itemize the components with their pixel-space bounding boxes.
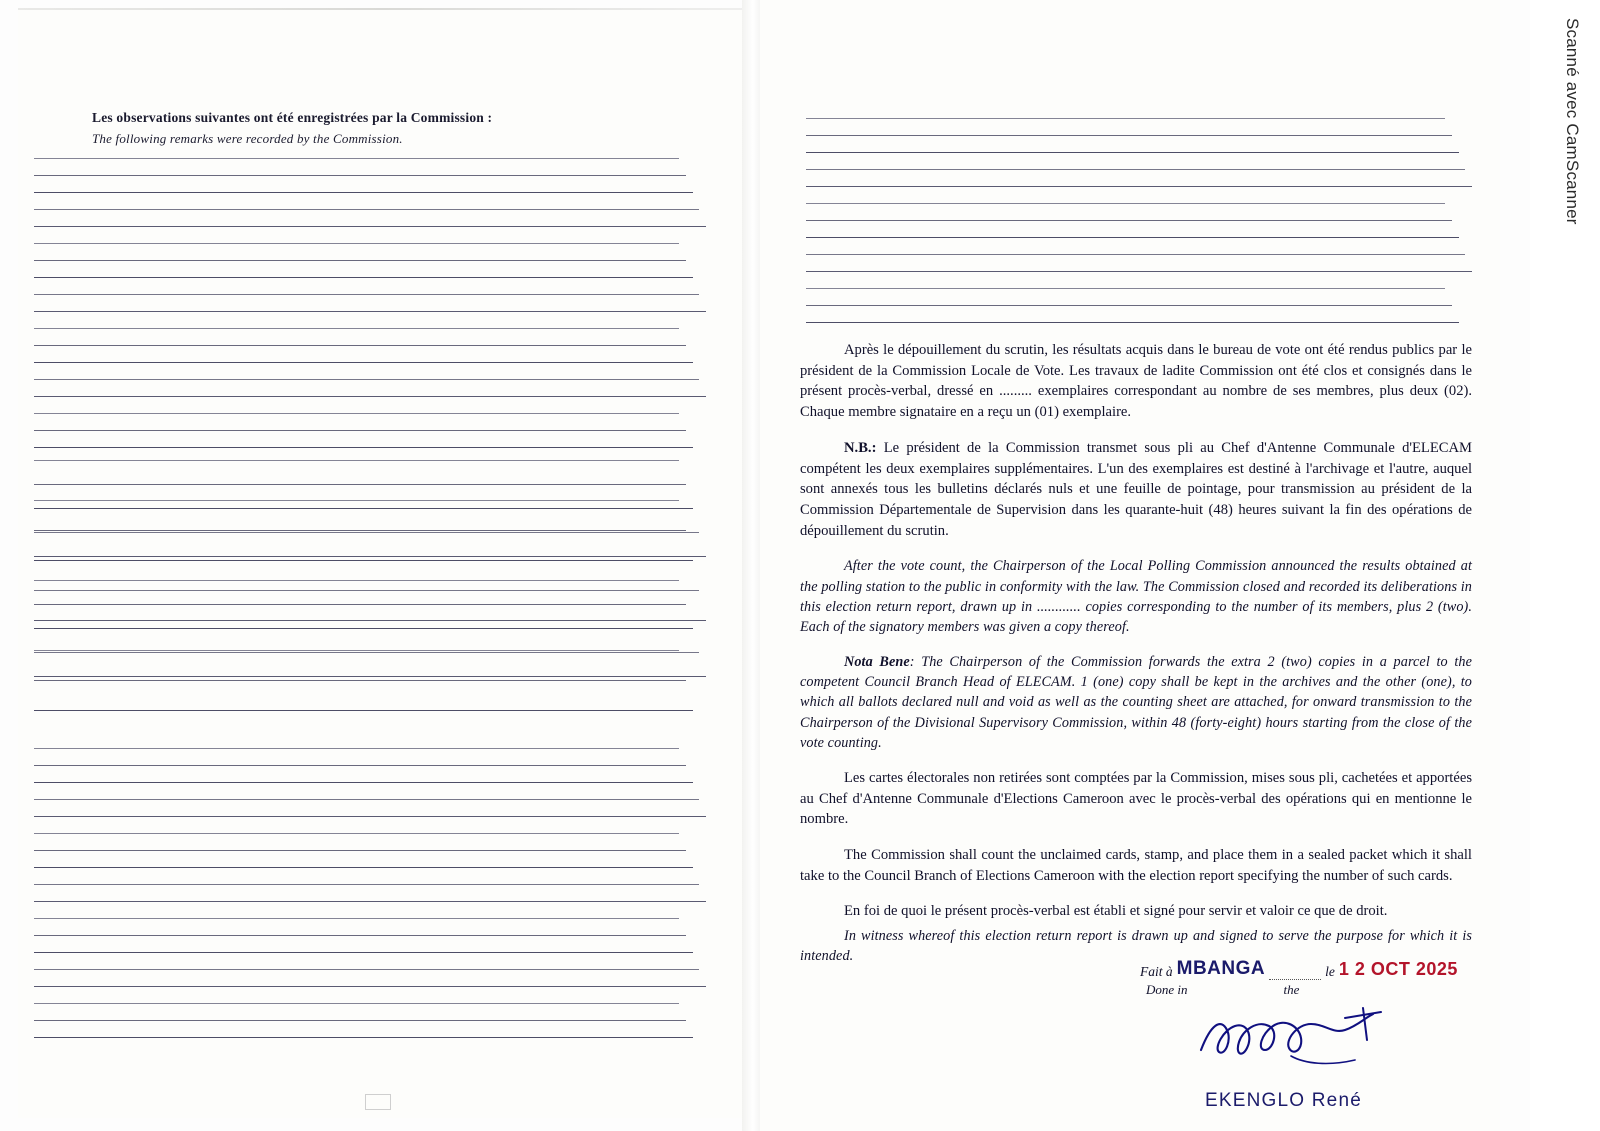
ruled-lines-block-4	[34, 748, 706, 1054]
ruled-line	[806, 305, 1452, 306]
ruled-line	[34, 867, 693, 868]
ruled-line	[34, 447, 693, 448]
ruled-line	[34, 460, 679, 461]
ruled-line	[34, 311, 706, 312]
nb-text: Le président de la Commission transmet sous pli au Chef d'Antenne Communale d'ELECAM compétent les deux exemplaires supplémentaires. L'un des exemplaires est destiné à l'archivage et l'autre, auquel sont annexés tous les bulletins déclarés nuls et une feuille de pointage, pour transmission au président de la Commission Départementale de Supervision dans les quarante-huit (48) heures suivant la fin des opérations de dépouillement du scrutin.	[800, 439, 1472, 539]
ruled-line	[34, 650, 679, 651]
ruled-line	[34, 396, 706, 397]
date-label-fr: le	[1325, 964, 1335, 979]
date-value: 1 2 OCT 2025	[1338, 959, 1458, 979]
ruled-line	[34, 1003, 679, 1004]
ruled-line	[806, 135, 1452, 136]
ruled-line	[34, 226, 706, 227]
ruled-line	[34, 901, 706, 902]
ruled-line	[34, 560, 693, 561]
observations-heading	[92, 108, 522, 149]
ruled-line	[34, 680, 686, 681]
ruled-line	[34, 590, 699, 591]
done-in-label-fr: Fait à	[1140, 964, 1173, 979]
ruled-line	[34, 277, 693, 278]
observations-heading-fr: Les observations suivantes ont été enregistrées par la Commission :	[92, 110, 493, 125]
ruled-lines-block-3	[34, 500, 706, 740]
ruled-line	[34, 500, 679, 501]
paragraph-nota-bene	[800, 652, 1472, 753]
ruled-line	[34, 484, 686, 485]
ruled-line	[34, 935, 686, 936]
ruled-line	[806, 152, 1459, 153]
ruled-line	[34, 362, 693, 363]
date-label-en: the	[1283, 982, 1300, 997]
ruled-line	[806, 220, 1452, 221]
ruled-line	[34, 294, 699, 295]
ruled-line	[806, 186, 1472, 187]
page-corner-mark	[365, 1094, 391, 1110]
ruled-line	[34, 345, 686, 346]
ruled-line	[806, 118, 1445, 119]
left-page-top-edge	[18, 8, 748, 10]
ruled-line	[34, 209, 699, 210]
ruled-line	[34, 1020, 686, 1021]
nb-label: N.B.:	[844, 439, 877, 456]
ruled-line	[34, 158, 679, 159]
handwritten-signature	[1195, 1006, 1425, 1076]
paragraph-nb-fr	[800, 438, 1472, 542]
paragraph-unclaimed-cards: The Commission shall count the unclaimed cards, stamp, and place them in a sealed packet which it shall take to the Council Branch of Elections Cameroon with the election report specifying the number of such cards.	[800, 847, 1472, 884]
done-in-sublabels	[1140, 982, 1470, 998]
paragraph-after-vote-count: After the vote count, the Chairperson of the Local Polling Commission announced the results obtained at the polling station to the public in conformity with the law. The Commission closed and recorded its deliberations in this election return report, drawn up in ............ copies corresponding to the number of its members, plus 2 (two). Each of the signatory members was given a copy thereof.	[800, 558, 1472, 635]
signer-name	[1205, 1090, 1362, 1112]
ruled-line	[34, 799, 699, 800]
ruled-line	[34, 765, 686, 766]
ruled-line	[34, 1037, 693, 1038]
nota-bene-text: : The Chairperson of the Commission forwards the extra 2 (two) copies in a parcel to the competent Council Branch Head of ELECAM. 1 (one) copy shall be kept in the archives and the other (one), to which all ballots declared null and void as well as the counting sheet are attached, for onward transmission to the Chairperson of the Divisional Supervisory Commission, within 48 (forty-eight) hours starting from the close of the vote counting.	[800, 654, 1472, 751]
signature-block	[1140, 958, 1470, 998]
ruled-line	[34, 260, 686, 261]
ruled-lines-block-1	[34, 158, 706, 464]
ruled-line	[34, 710, 693, 711]
ruled-line	[34, 918, 679, 919]
done-in-line	[1140, 958, 1470, 980]
ruled-line	[34, 175, 686, 176]
ruled-line	[806, 322, 1459, 323]
ruled-line	[34, 986, 706, 987]
ruled-line	[806, 237, 1459, 238]
place-dotted-fill	[1269, 965, 1321, 980]
ruled-line	[806, 288, 1445, 289]
ruled-line	[34, 413, 679, 414]
ruled-line	[34, 243, 679, 244]
signer-surname: EKENGLO	[1205, 1090, 1306, 1111]
ruled-line	[34, 748, 679, 749]
ruled-line	[34, 379, 699, 380]
ruled-line	[806, 169, 1465, 170]
ruled-line	[34, 952, 693, 953]
paragraph-cartes-electorales: Les cartes électorales non retirées sont comptées par la Commission, mises sous pli, cachetées et apportées au Chef d'Antenne Communale d'Elections Cameroon avec le procès-verbal des opérations qui en mentionne le nombre.	[800, 769, 1472, 828]
ruled-line	[34, 969, 699, 970]
ruled-line	[34, 192, 693, 193]
ruled-line	[806, 254, 1465, 255]
nota-bene-label: Nota Bene	[844, 654, 910, 671]
ruled-line	[34, 782, 693, 783]
camscanner-watermark: Scanné avec CamScanner	[1563, 18, 1582, 225]
ruled-lines-right-top	[806, 118, 1472, 339]
ruled-line	[34, 328, 679, 329]
ruled-line	[34, 816, 706, 817]
ruled-line	[34, 530, 686, 531]
ruled-line	[806, 203, 1445, 204]
right-page-body	[800, 340, 1472, 982]
place-value: MBANGA	[1176, 958, 1266, 979]
ruled-line	[34, 430, 686, 431]
observations-heading-en: The following remarks were recorded by the Commission.	[92, 130, 403, 146]
paragraph-in-witness: In witness whereof this election return report is drawn up and signed to serve the purpose for which it is intended.	[800, 928, 1472, 965]
signer-given-name: René	[1311, 1090, 1362, 1111]
ruled-line	[34, 620, 706, 621]
ruled-line	[34, 884, 699, 885]
paragraph-en-foi-de-quoi: En foi de quoi le présent procès-verbal est établi et signé pour servir et valoir ce que de droit.	[844, 903, 1388, 920]
ruled-line	[34, 833, 679, 834]
paragraph-apres-depouillement: Après le dépouillement du scrutin, les résultats acquis dans le bureau de vote ont été rendus publics par le président de la Commission Locale de Vote. Les travaux de ladite Commission ont été clos et consignés dans le présent procès-verbal, dressé en ......... exemplaires correspondant au nombre de ses membres, plus deux (02). Chaque membre signataire en a reçu un (01) exemplaire.	[800, 342, 1472, 421]
ruled-line	[34, 850, 686, 851]
done-in-label-en: Done in	[1146, 982, 1188, 997]
ruled-line	[806, 271, 1472, 272]
